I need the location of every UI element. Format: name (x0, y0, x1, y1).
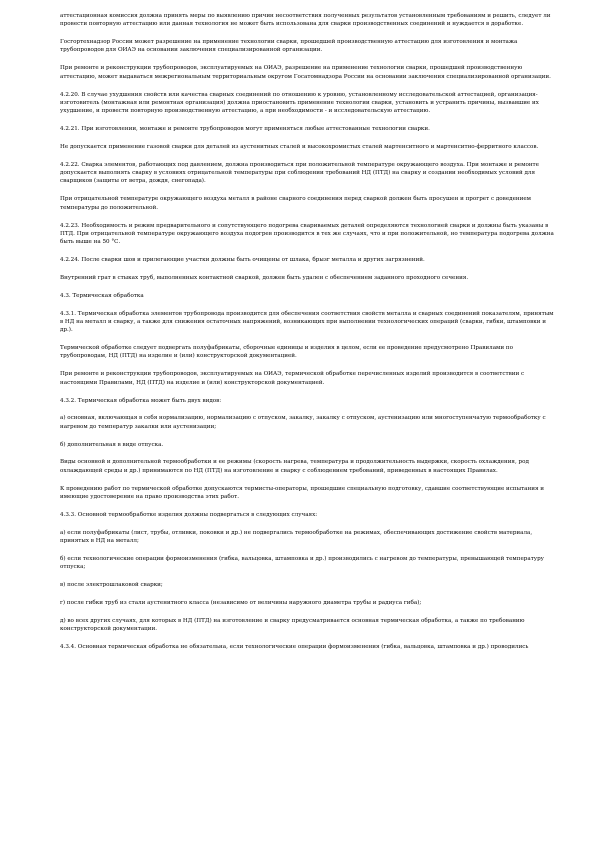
paragraph: При ремонте и реконструкции трубопроводов, эксплуатируемых на ОИАЭ, разрешение на применение технологии сварки, прошедшей производственную аттестацию, может выдаваться межрегиональным территориальным округом Госатомнадзора России на основании заключения специализированной организации. (60, 65, 551, 80)
document-page (60, 12, 554, 661)
paragraph: 4.3.4. Основная термическая обработка не обязательна, если технологические операции формоизменения (гибка, вальцовка, штамповка и др.) проводились (60, 644, 529, 651)
list-item: а) если полуфабрикаты (лист, трубы, отливки, поковки и др.) не подвергались термообработке на режимах, обеспечивающих достижение свойств материала, принятых в НД на металл; (60, 529, 533, 545)
paragraph: аттестационная комиссия должна принять меры по выявлению причин несоответствия полученных результатов установленным требованиям и решить, следует ли провести повторную аттестацию или данная технология не может быть использована для сварки производственных соединений и нуждается в доработке. (60, 13, 551, 28)
list-item: д) во всех других случаях, для которых в НД (ПТД) на изготовление и сварку предусматривается основная термическая обработка, а также по требованию конструкторской документации. (60, 617, 525, 633)
list-item: а) основная, включающая в себя нормализацию, нормализацию с отпуском, закалку, закалку с отпуском, аустенизацию или многоступенчатую термообработку с нагревом до температур закалки или аустенизации; (60, 415, 546, 430)
paragraph: К проведению работ по термической обработке допускаются термисты-операторы, прошедшие специальную подготовку, сдавшие соответствующие испытания и имеющие удостоверение на право производства этих работ. (60, 485, 545, 500)
paragraph: 4.2.22. Сварка элементов, работающих под давлением, должна производиться при положительной температуре окружающего воздуха. При монтаже и ремонте допускается выполнять сварку в условиях отрицательной температуры при соблюдении требований НД (ПТД) на сварку и создании необходимых условий для сварщиков (защиты от ветра, дождя, снегопада). (60, 161, 539, 185)
paragraph: 4.2.20. В случае ухудшения свойств или качества сварных соединений по отношению к уровню, установленному исследовательской аттестацией, организация-изготовитель (монтажная или ремонтная организация) должна приостановить применение технологии сварки, установить и устранить причины, вызвавшие их ухудшение, и провести повторную производственную аттестацию, а при необходимости - и исследовательскую аттестацию. (60, 91, 539, 115)
paragraph: Виды основной и дополнительной термообработки и ее режимы (скорость нагрева, температура и продолжительность выдержки, скорость охлаждения, род охлаждающей среды и др.) принимаются по НД (ПТД) на изготовление и сварку с соблюдением требований, приведенных в настоящих Правилах. (60, 459, 529, 474)
paragraph: Госгортехнадзор России может разрешение на применение технологии сварки, прошедшей производственную аттестацию для изготовления и монтажа трубопроводов для ОИАЭ на основании заключения специализированной организации. (60, 39, 518, 54)
paragraph: 4.3.3. Основной термообработке изделия должны подвергаться в следующих случаях: (60, 511, 318, 518)
paragraph: Термической обработке следует подвергать полуфабрикаты, сборочные единицы и изделия в целом, если ее проведение предусмотрено Правилами по трубопроводам, НД (ПТД) на изделие и (или) конструкторской документацией. (60, 345, 513, 360)
paragraph: 4.2.23. Необходимость и режим предварительного и сопутствующего подогрева свариваемых деталей определяются технологией сварки и должны быть указаны в ПТД. При отрицательной температуре окружающего воздуха подогрев производится в тех же случаях, что и при положительной, но температура подогрева должна быть выше на 50 °С. (60, 222, 554, 246)
paragraph: 4.2.24. После сварки шов и прилегающие участки должны быть очищены от шлака, брызг металла и других загрязнений. (60, 256, 425, 263)
paragraph: 4.3.1. Термическая обработка элементов трубопровода производится для обеспечения соответствия свойств металла и сварных соединений показателям, принятым в НД на металл и сварку, а также для снижения остаточных напряжений, возникающих при выполнении технологических операций (сварки, гибки, штамповки и др.). (60, 310, 554, 334)
paragraph: При отрицательной температуре окружающего воздуха металл в районе сварного соединения перед сваркой должен быть просушен и прогрет с доведением температуры до положительной. (60, 196, 532, 211)
paragraph: Внутренний грат в стыках труб, выполненных контактной сваркой, должен быть удален с обеспечением заданного проходного сечения. (60, 274, 469, 281)
section-heading: 4.3. Термическая обработка (60, 292, 144, 299)
list-item: б) если технологические операции формоизменения (гибка, вальцовка, штамповка и др.) производились с нагревом до температуры, превышающей температуру отпуска; (60, 555, 544, 571)
list-item: г) после гибки труб из стали аустенитного класса (независимо от величины наружного диаметра трубы и радиуса гиба); (60, 600, 422, 607)
paragraph: 4.2.21. При изготовлении, монтаже и ремонте трубопроводов могут применяться любые аттестованные технологии сварки. (60, 126, 430, 133)
paragraph: При ремонте и реконструкции трубопроводов, эксплуатируемых на ОИАЭ, термической обработке перечисленных изделий производится в соответствии с настоящими Правилами, НД (ПТД) на изделие и (или) конструкторской документацией. (60, 371, 525, 386)
paragraph: 4.3.2. Термическая обработка может быть двух видов: (60, 397, 222, 404)
list-item: в) после электрошлаковой сварки; (60, 582, 163, 589)
paragraph: Не допускается применение газовой сварки для деталей из аустенитных сталей и высокохромистых сталей мартенситного и мартенситно-ферритного классов. (60, 143, 539, 150)
list-item: б) дополнительная в виде отпуска. (60, 441, 164, 448)
